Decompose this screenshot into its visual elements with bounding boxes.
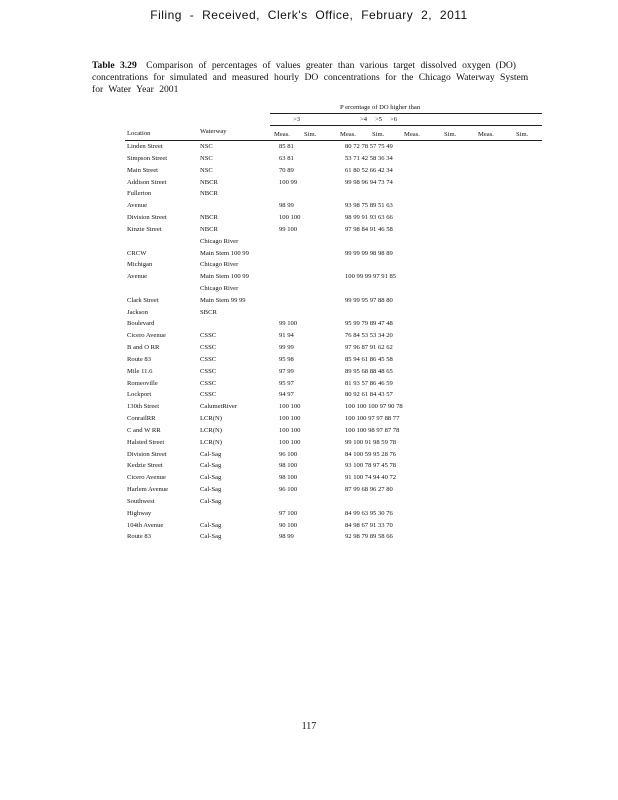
- meas-sim-3-cell: 100 100: [279, 426, 301, 434]
- meas-sim-4-6-cells: 97 96 87 91 62 62: [345, 344, 393, 352]
- waterway-cell: Main Stem 99 99: [200, 296, 246, 304]
- waterway-cell: NBCR: [200, 190, 218, 198]
- location-cell: Avenue: [127, 202, 148, 210]
- meas-sim-4-6-cells: 99 100 91 98 59 78: [345, 438, 397, 446]
- col-sim-1: Sim.: [304, 131, 317, 138]
- table-row: [0, 380, 618, 392]
- meas-sim-4-6-cells: 99 99 99 98 98 89: [345, 249, 393, 257]
- table-row: [0, 214, 618, 226]
- meas-sim-3-cell: 63 81: [279, 154, 294, 162]
- waterway-cell: LCR(N): [200, 415, 222, 423]
- table-row: [0, 179, 618, 191]
- location-cell: Lockport: [127, 391, 152, 399]
- waterway-cell: SBCR: [200, 308, 217, 316]
- waterway-cell: CSSC: [200, 367, 217, 375]
- meas-sim-3-cell: 100 100: [279, 438, 301, 446]
- meas-sim-3-cell: 99 100: [279, 225, 298, 233]
- threshold-4: >4: [360, 116, 368, 123]
- page-number: 117: [301, 721, 317, 732]
- location-cell: Fullerton: [127, 190, 152, 198]
- col-sim-4: Sim.: [516, 131, 529, 138]
- table-row: [0, 462, 618, 474]
- meas-sim-4-6-cells: 97 98 84 91 46 58: [345, 225, 393, 233]
- table-row: [0, 510, 618, 522]
- table-row: [0, 415, 618, 427]
- location-cell: Main Street: [127, 166, 158, 174]
- threshold-3: >3: [293, 116, 301, 123]
- location-cell: Division Street: [127, 214, 167, 221]
- table-row: [0, 143, 618, 155]
- waterway-cell: LCR(N): [200, 426, 222, 434]
- meas-sim-4-6-cells: 91 100 74 94 40 72: [345, 474, 397, 482]
- location-cell: Southwest: [127, 497, 155, 505]
- waterway-cell: Chicago River: [200, 237, 239, 245]
- location-cell: Addison Street: [127, 178, 167, 186]
- waterway-cell: NSC: [200, 143, 213, 150]
- waterway-cell: CSSC: [200, 379, 217, 387]
- meas-sim-4-6-cells: 80 92 61 84 43 57: [345, 391, 393, 399]
- meas-sim-4-6-cells: 100 100 100 97 90 78: [345, 403, 403, 411]
- meas-sim-3-cell: 100 100: [279, 415, 301, 423]
- waterway-cell: NSC: [200, 166, 213, 174]
- table-row: [0, 190, 618, 202]
- table-row: [0, 273, 618, 285]
- table-row: [0, 250, 618, 262]
- waterway-cell: Cal-Sag: [200, 533, 222, 541]
- table-row: [0, 285, 618, 297]
- table-row: [0, 226, 618, 238]
- meas-sim-3-cell: 96 100: [279, 486, 298, 494]
- table-row: [0, 368, 618, 380]
- meas-sim-3-cell: 97 100: [279, 509, 298, 517]
- location-cell: Kinzie Street: [127, 225, 162, 233]
- meas-sim-3-cell: 94 97: [279, 391, 294, 399]
- table-row: [0, 261, 618, 273]
- location-cell: Simpson Street: [127, 154, 168, 162]
- col-meas-4: Meas.: [478, 131, 494, 138]
- header-rule-top: [270, 113, 542, 114]
- waterway-cell: LCR(N): [200, 438, 222, 446]
- meas-sim-4-6-cells: 99 99 95 97 88 80: [345, 296, 393, 304]
- filing-header: Filing - Received, Clerk's Office, February 2, 2011: [150, 8, 468, 22]
- waterway-cell: NSC: [200, 154, 213, 162]
- location-cell: Division Street: [127, 450, 167, 458]
- location-cell: Michigan: [127, 261, 153, 269]
- caption-text: Comparison of percentages of values greater than various target dissolved oxygen (DO) concentrations for simulated and measured hourly DO concentrations for the Chicago Waterway System for Water Year 2001: [92, 60, 529, 95]
- meas-sim-4-6-cells: 89 95 68 88 48 65: [345, 367, 393, 375]
- table-row: [0, 238, 618, 250]
- header-rule-bottom: [125, 140, 542, 141]
- location-cell: Kedzie Street: [127, 462, 163, 470]
- meas-sim-3-cell: 100 100: [279, 214, 301, 221]
- location-cell: Romeoville: [127, 379, 158, 387]
- col-sim-2: Sim.: [372, 131, 385, 138]
- meas-sim-4-6-cells: 98 99 91 93 63 66: [345, 214, 393, 221]
- table-label: Table 3.29: [92, 60, 137, 71]
- col-waterway: Waterway: [200, 128, 227, 135]
- meas-sim-3-cell: 95 97: [279, 379, 294, 387]
- meas-sim-3-cell: 70 89: [279, 166, 294, 174]
- meas-sim-4-6-cells: 100 100 97 97 88 77: [345, 415, 400, 423]
- table-row: [0, 439, 618, 451]
- table-row: [0, 451, 618, 463]
- meas-sim-4-6-cells: 93 98 75 89 51 63: [345, 202, 393, 210]
- header-rule-mid: [270, 125, 542, 126]
- waterway-cell: Cal-Sag: [200, 521, 222, 529]
- location-cell: Clark Street: [127, 296, 159, 304]
- table-row: [0, 427, 618, 439]
- table-caption: [92, 60, 532, 96]
- location-cell: Mile 11.6: [127, 367, 153, 375]
- table-row: [0, 498, 618, 510]
- waterway-cell: CSSC: [200, 332, 217, 340]
- table-row: [0, 309, 618, 321]
- location-cell: Highway: [127, 509, 152, 517]
- table-row: [0, 155, 618, 167]
- waterway-cell: CalumetRiver: [200, 403, 237, 411]
- meas-sim-3-cell: 91 94: [279, 332, 294, 340]
- meas-sim-3-cell: 99 99: [279, 344, 294, 352]
- location-cell: Route 83: [127, 533, 151, 541]
- table-row: [0, 356, 618, 368]
- location-cell: Halsted Street: [127, 438, 165, 446]
- col-meas-1: Meas.: [274, 131, 290, 138]
- col-location: Location: [127, 130, 151, 137]
- meas-sim-3-cell: 100 100: [279, 403, 301, 411]
- meas-sim-4-6-cells: 92 98 79 89 58 66: [345, 533, 393, 541]
- meas-sim-3-cell: 95 98: [279, 355, 294, 363]
- meas-sim-4-6-cells: 84 100 59 95 28 76: [345, 450, 397, 458]
- table-row: [0, 474, 618, 486]
- table-row: [0, 533, 618, 545]
- location-cell: 130th Street: [127, 403, 160, 411]
- threshold-5: >5: [375, 116, 383, 123]
- location-cell: Linden Street: [127, 143, 163, 150]
- meas-sim-3-cell: 98 99: [279, 202, 294, 210]
- meas-sim-4-6-cells: 81 93 57 86 46 59: [345, 379, 393, 387]
- location-cell: 104th Avenue: [127, 521, 164, 529]
- group-header: P ercentage of DO higher than: [340, 104, 421, 111]
- location-cell: Cicero Avenue: [127, 474, 166, 482]
- col-meas-2: Meas.: [340, 131, 356, 138]
- waterway-cell: Chicago River: [200, 285, 239, 292]
- meas-sim-3-cell: 98 99: [279, 533, 294, 541]
- waterway-cell: Cal-Sag: [200, 450, 222, 458]
- waterway-cell: NBCR: [200, 225, 218, 233]
- meas-sim-4-6-cells: 84 98 67 91 33 70: [345, 521, 393, 529]
- location-cell: Boulevard: [127, 320, 155, 328]
- waterway-cell: Main Stem 100 99: [200, 273, 249, 281]
- location-cell: Cicero Avenue: [127, 332, 166, 340]
- table-row: [0, 403, 618, 415]
- waterway-cell: NBCR: [200, 178, 218, 186]
- waterway-cell: Cal-Sag: [200, 462, 222, 470]
- table-row: [0, 320, 618, 332]
- meas-sim-4-6-cells: 53 71 42 58 36 34: [345, 154, 393, 162]
- meas-sim-3-cell: 100 99: [279, 178, 298, 186]
- threshold-6: >6: [390, 116, 398, 123]
- col-sim-3: Sim.: [444, 131, 457, 138]
- meas-sim-3-cell: 97 99: [279, 367, 294, 375]
- waterway-cell: Main Stem 100 99: [200, 249, 249, 257]
- location-cell: Avenue: [127, 273, 148, 281]
- table-row: [0, 522, 618, 534]
- table-row: [0, 332, 618, 344]
- meas-sim-3-cell: 99 100: [279, 320, 298, 328]
- table-row: [0, 202, 618, 214]
- meas-sim-3-cell: 98 100: [279, 462, 298, 470]
- col-meas-3: Meas.: [404, 131, 420, 138]
- waterway-cell: CSSC: [200, 391, 217, 399]
- waterway-cell: Cal-Sag: [200, 486, 222, 494]
- waterway-cell: Cal-Sag: [200, 474, 222, 482]
- meas-sim-4-6-cells: 100 100 98 97 87 78: [345, 426, 400, 434]
- meas-sim-4-6-cells: 93 100 78 97 45 78: [345, 462, 397, 470]
- location-cell: B and O RR: [127, 344, 160, 352]
- location-cell: Harlem Avenue: [127, 486, 169, 494]
- meas-sim-3-cell: 90 100: [279, 521, 298, 529]
- meas-sim-4-6-cells: 85 94 61 86 45 58: [345, 355, 393, 363]
- waterway-cell: NBCR: [200, 214, 218, 221]
- location-cell: Jackson: [127, 308, 148, 316]
- waterway-cell: Chicago River: [200, 261, 239, 269]
- meas-sim-4-6-cells: 95 99 79 89 47 48: [345, 320, 393, 328]
- meas-sim-3-cell: 98 100: [279, 474, 298, 482]
- meas-sim-3-cell: 85 81: [279, 143, 294, 150]
- location-cell: C and W RR: [127, 426, 161, 434]
- table-row: [0, 391, 618, 403]
- table-row: [0, 167, 618, 179]
- meas-sim-4-6-cells: 76 84 53 53 34 20: [345, 332, 393, 340]
- meas-sim-4-6-cells: 61 80 52 66 42 34: [345, 166, 393, 174]
- meas-sim-3-cell: 96 100: [279, 450, 298, 458]
- waterway-cell: Cal-Sag: [200, 497, 222, 505]
- meas-sim-4-6-cells: 84 99 63 95 30 76: [345, 509, 393, 517]
- table-row: [0, 486, 618, 498]
- meas-sim-4-6-cells: 87 99 68 96 27 80: [345, 486, 393, 494]
- location-cell: Route 83: [127, 355, 151, 363]
- meas-sim-4-6-cells: 100 99 99 97 91 85: [345, 273, 397, 281]
- meas-sim-4-6-cells: 80 72 78 57 75 49: [345, 143, 393, 150]
- waterway-cell: CSSC: [200, 355, 217, 363]
- meas-sim-4-6-cells: 99 98 96 94 73 74: [345, 178, 393, 186]
- location-cell: ConrailRR: [127, 415, 156, 423]
- table-row: [0, 297, 618, 309]
- location-cell: CRCW: [127, 249, 147, 257]
- table-row: [0, 344, 618, 356]
- waterway-cell: CSSC: [200, 344, 217, 352]
